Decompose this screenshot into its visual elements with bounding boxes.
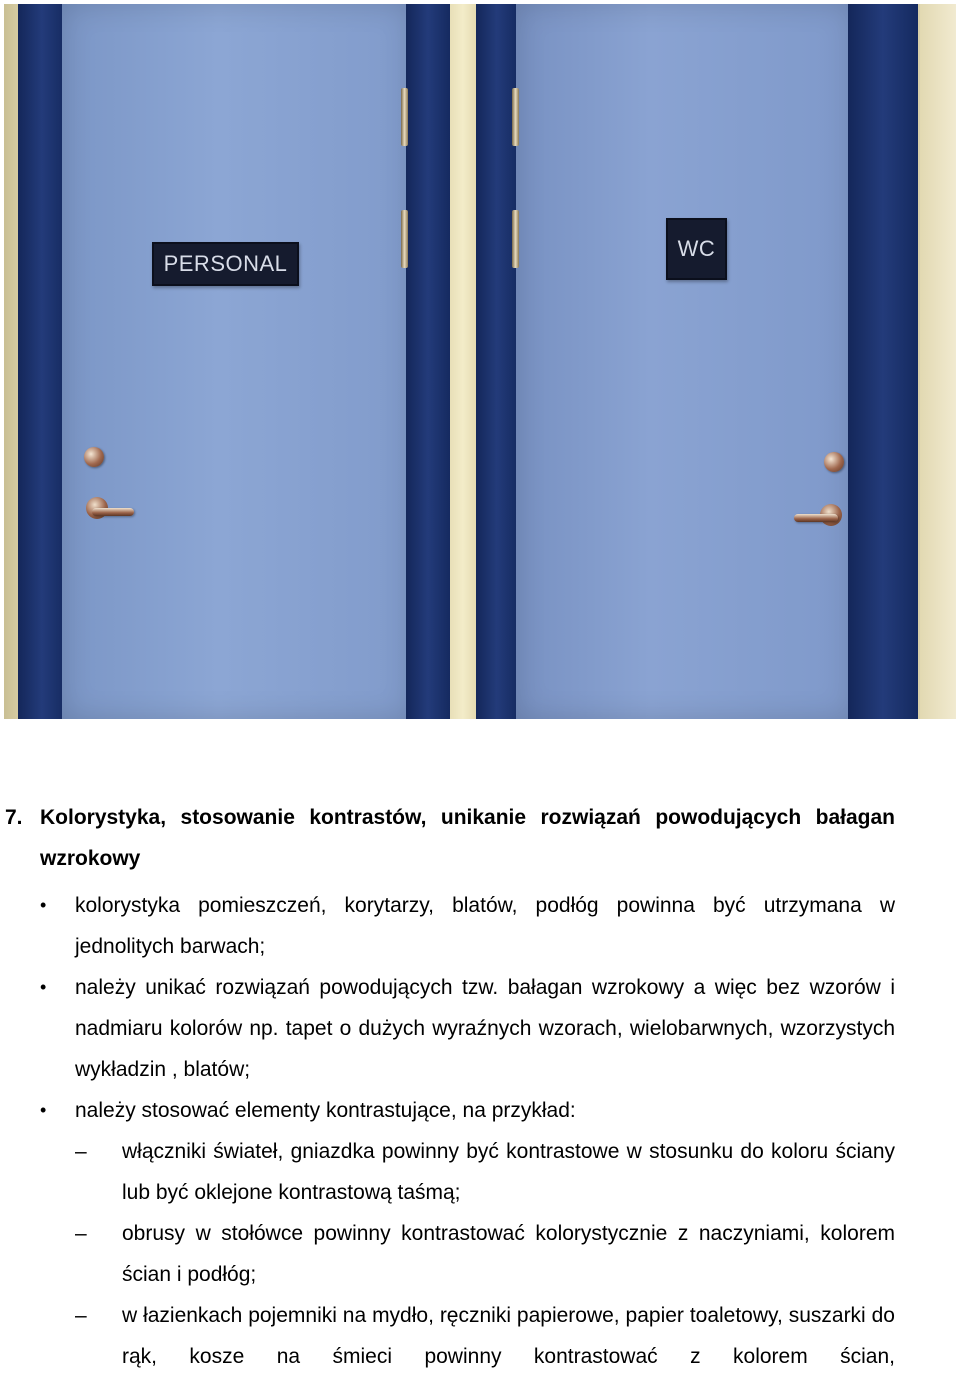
- sub-list-item: [75, 1131, 895, 1213]
- dash-icon: –: [75, 1222, 87, 1245]
- list-item-text: należy stosować elementy kontrastujące, na przykład:: [75, 1099, 576, 1122]
- list-item: [40, 1090, 895, 1131]
- section-heading: [5, 797, 895, 879]
- list-item: [40, 967, 895, 1090]
- dash-icon: –: [75, 1140, 87, 1163]
- lock-knob-icon: [84, 447, 104, 467]
- lock-knob-icon: [824, 452, 844, 472]
- section-number: 7.: [5, 806, 23, 829]
- section-title: Kolorystyka, stosowanie kontrastów, unikanie rozwiązań powodujących bałagan wzrokowy: [40, 806, 895, 870]
- list-item: [40, 885, 895, 967]
- left-door-frame-right: [406, 4, 450, 719]
- bullet-icon: •: [40, 895, 47, 915]
- wall-middle: [448, 4, 478, 719]
- sub-list-item: [75, 1213, 895, 1295]
- bullet-list: [0, 885, 960, 1377]
- left-door-frame-left: [18, 4, 66, 719]
- bullet-icon: •: [40, 1100, 47, 1120]
- sub-list-container: [0, 1131, 960, 1377]
- dash-icon: –: [75, 1304, 87, 1327]
- sub-list-item: [75, 1295, 895, 1377]
- right-door-frame-right: [848, 4, 918, 719]
- sub-list: [0, 1131, 960, 1377]
- sub-list-item-text: w łazienkach pojemniki na mydło, ręczniki papierowe, papier toaletowy, suszarki do rąk, kosze na śmieci powinny kontrastować z kolorem ścian,: [122, 1304, 895, 1368]
- bullet-icon: •: [40, 977, 47, 997]
- door-handle-icon: [794, 514, 838, 522]
- hinge-icon: [401, 210, 408, 268]
- personal-sign: PERSONAL: [152, 242, 299, 286]
- list-item-text: należy unikać rozwiązań powodujących tzw. bałagan wzrokowy a więc bez wzorów i nadmiaru kolorów np. tapet o dużych wyraźnych wzorach, wielobarwnych, wzorzystych wykładzin , blatów;: [75, 976, 895, 1081]
- hinge-icon: [512, 210, 519, 268]
- sub-list-item-text: obrusy w stołówce powinny kontrastować kolorystycznie z naczyniami, kolorem ścian i podłóg;: [122, 1222, 895, 1286]
- doors-photo: [4, 4, 956, 719]
- list-item-text: kolorystyka pomieszczeń, korytarzy, blatów, podłóg powinna być utrzymana w jednolitych barwach;: [75, 894, 895, 958]
- door-handle-icon: [92, 508, 134, 516]
- hinge-icon: [512, 88, 519, 146]
- left-door: [62, 4, 410, 719]
- hinge-icon: [401, 88, 408, 146]
- sub-list-item-text: włączniki świateł, gniazdka powinny być kontrastowe w stosunku do koloru ściany lub być oklejone kontrastową taśmą;: [122, 1140, 895, 1204]
- right-door: [516, 4, 852, 719]
- wc-sign: WC: [666, 218, 727, 280]
- wall-right: [920, 4, 956, 719]
